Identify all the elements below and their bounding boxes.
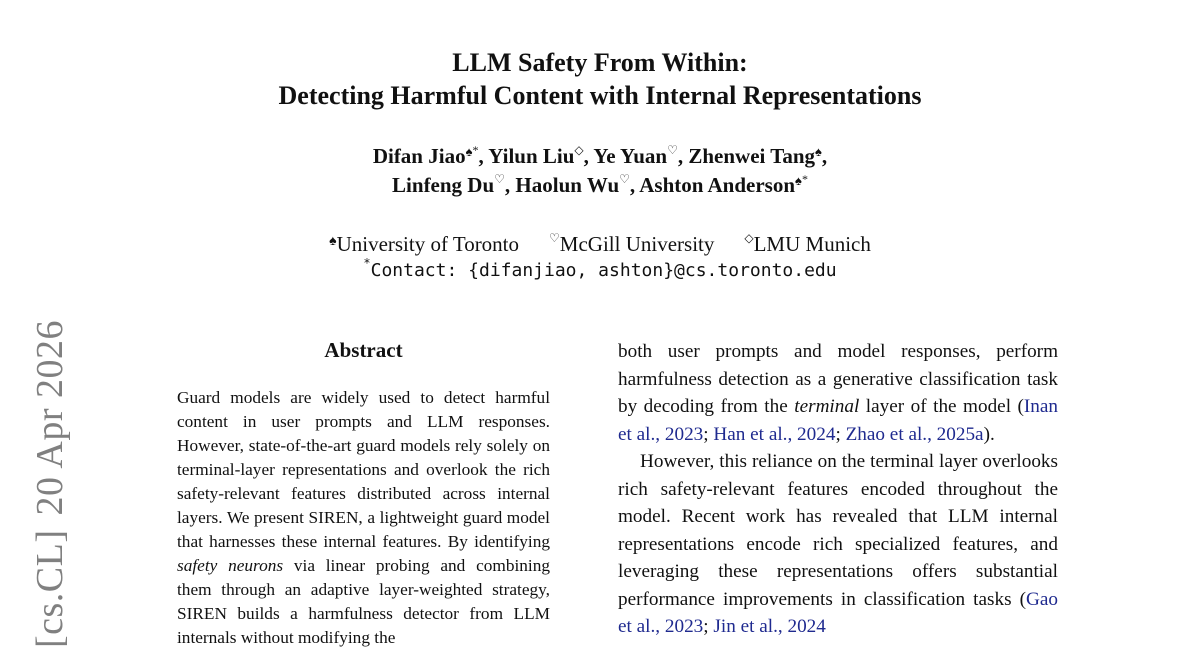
diamond-mark: ◇ [574, 143, 584, 157]
author-name: Difan Jiao [372, 144, 466, 168]
abstract-text: via linear probing and combining them through an adaptive layer-weighted strategy, SIREN builds a harmfulness detector from LLM internals without modifying the [177, 556, 551, 647]
intro-paragraph-2 [618, 448, 1058, 641]
diamond-mark: ◇ [744, 231, 754, 245]
star-mark: * [801, 172, 808, 186]
intro-text: layer of the model ( [859, 396, 1024, 417]
spade-mark: ♠ [815, 144, 822, 159]
author-name: Linfeng Du [392, 173, 495, 197]
paper-title [0, 46, 1200, 112]
star-mark: * [363, 256, 371, 270]
affiliation-mcgill: McGill University [559, 232, 715, 256]
author-line-2: Linfeng Du♡, Haolun Wu♡, Ashton Anderson♠* [392, 172, 808, 197]
abstract-body [177, 386, 550, 648]
star-mark: * [472, 143, 479, 157]
abstract-heading: Abstract [324, 338, 403, 362]
author-name: Ashton Anderson [639, 173, 796, 197]
title-line-1: LLM Safety From Within: [452, 48, 748, 77]
intro-text: ). [983, 423, 995, 445]
author-name: Yilun Liu [488, 144, 575, 168]
citation-link[interactable]: Zhao et al., 2025a [845, 423, 984, 445]
citation-separator: ; [703, 616, 714, 637]
citation-link[interactable]: Gao et al., 2023 [618, 588, 1058, 637]
author-name: Haolun Wu [515, 173, 620, 197]
heart-mark: ♡ [549, 231, 560, 245]
author-line-1: Difan Jiao♠*, Yilun Liu◇, Ye Yuan♡, Zhenwei Tang♠, [372, 143, 828, 168]
arxiv-date: 20 Apr 2026 [29, 319, 71, 516]
citation-link[interactable]: Han et al., 2024 [713, 423, 836, 445]
abstract-paragraph [177, 386, 550, 648]
abstract-text: Guard models are widely used to detect harmful content in user prompts and LLM responses. However, state-of-the-art guard models rely solely on terminal-layer representations and overlook the rich safety-relevant features distributed across internal layers. We present SIREN, a lightweight guard model that harnesses these internal features. By identifying [177, 388, 550, 551]
citation-link[interactable]: Inan et al., 2023 [618, 396, 1059, 445]
spade-mark: ♠ [795, 173, 802, 188]
author-list [0, 142, 1200, 200]
intro-paragraph-1 [618, 338, 1058, 448]
affiliation-toronto: University of Toronto [336, 232, 520, 256]
heart-mark: ♡ [619, 172, 630, 186]
introduction-column [618, 338, 1058, 641]
abstract-emphasis: safety neurons [177, 556, 284, 575]
contact-line [0, 258, 1200, 284]
citation-separator: ; [703, 423, 714, 445]
intro-text: both user prompts and model responses, perform harmfulness detection as a generative classification task by decoding from the [618, 341, 1058, 417]
author-name: Ye Yuan [593, 144, 668, 168]
heart-mark: ♡ [667, 143, 678, 157]
citation-link[interactable]: Jin et al., 2024 [713, 616, 826, 637]
arxiv-stamp [28, 320, 72, 648]
contact-email: Contact: {difanjiao, ashton}@cs.toronto.edu [370, 260, 837, 281]
intro-emphasis: terminal [794, 396, 860, 417]
spade-mark: ♠ [465, 144, 473, 159]
title-line-2: Detecting Harmful Content with Internal Representations [278, 81, 922, 110]
heart-mark: ♡ [494, 172, 505, 186]
author-name: Zhenwei Tang [688, 144, 816, 168]
intro-text: However, this reliance on the terminal layer overlooks rich safety-relevant features encoded throughout the model. Recent work has revealed that LLM internal representations encode rich specialized features, and leveraging these representations offers substantial performance improvements in classification tasks ( [618, 451, 1058, 610]
affiliations [0, 228, 1200, 258]
arxiv-category: [cs.CL] [29, 529, 71, 648]
spade-mark: ♠ [329, 234, 337, 249]
affiliation-lmu: LMU Munich [753, 232, 871, 256]
citation-separator: ; [835, 423, 846, 445]
